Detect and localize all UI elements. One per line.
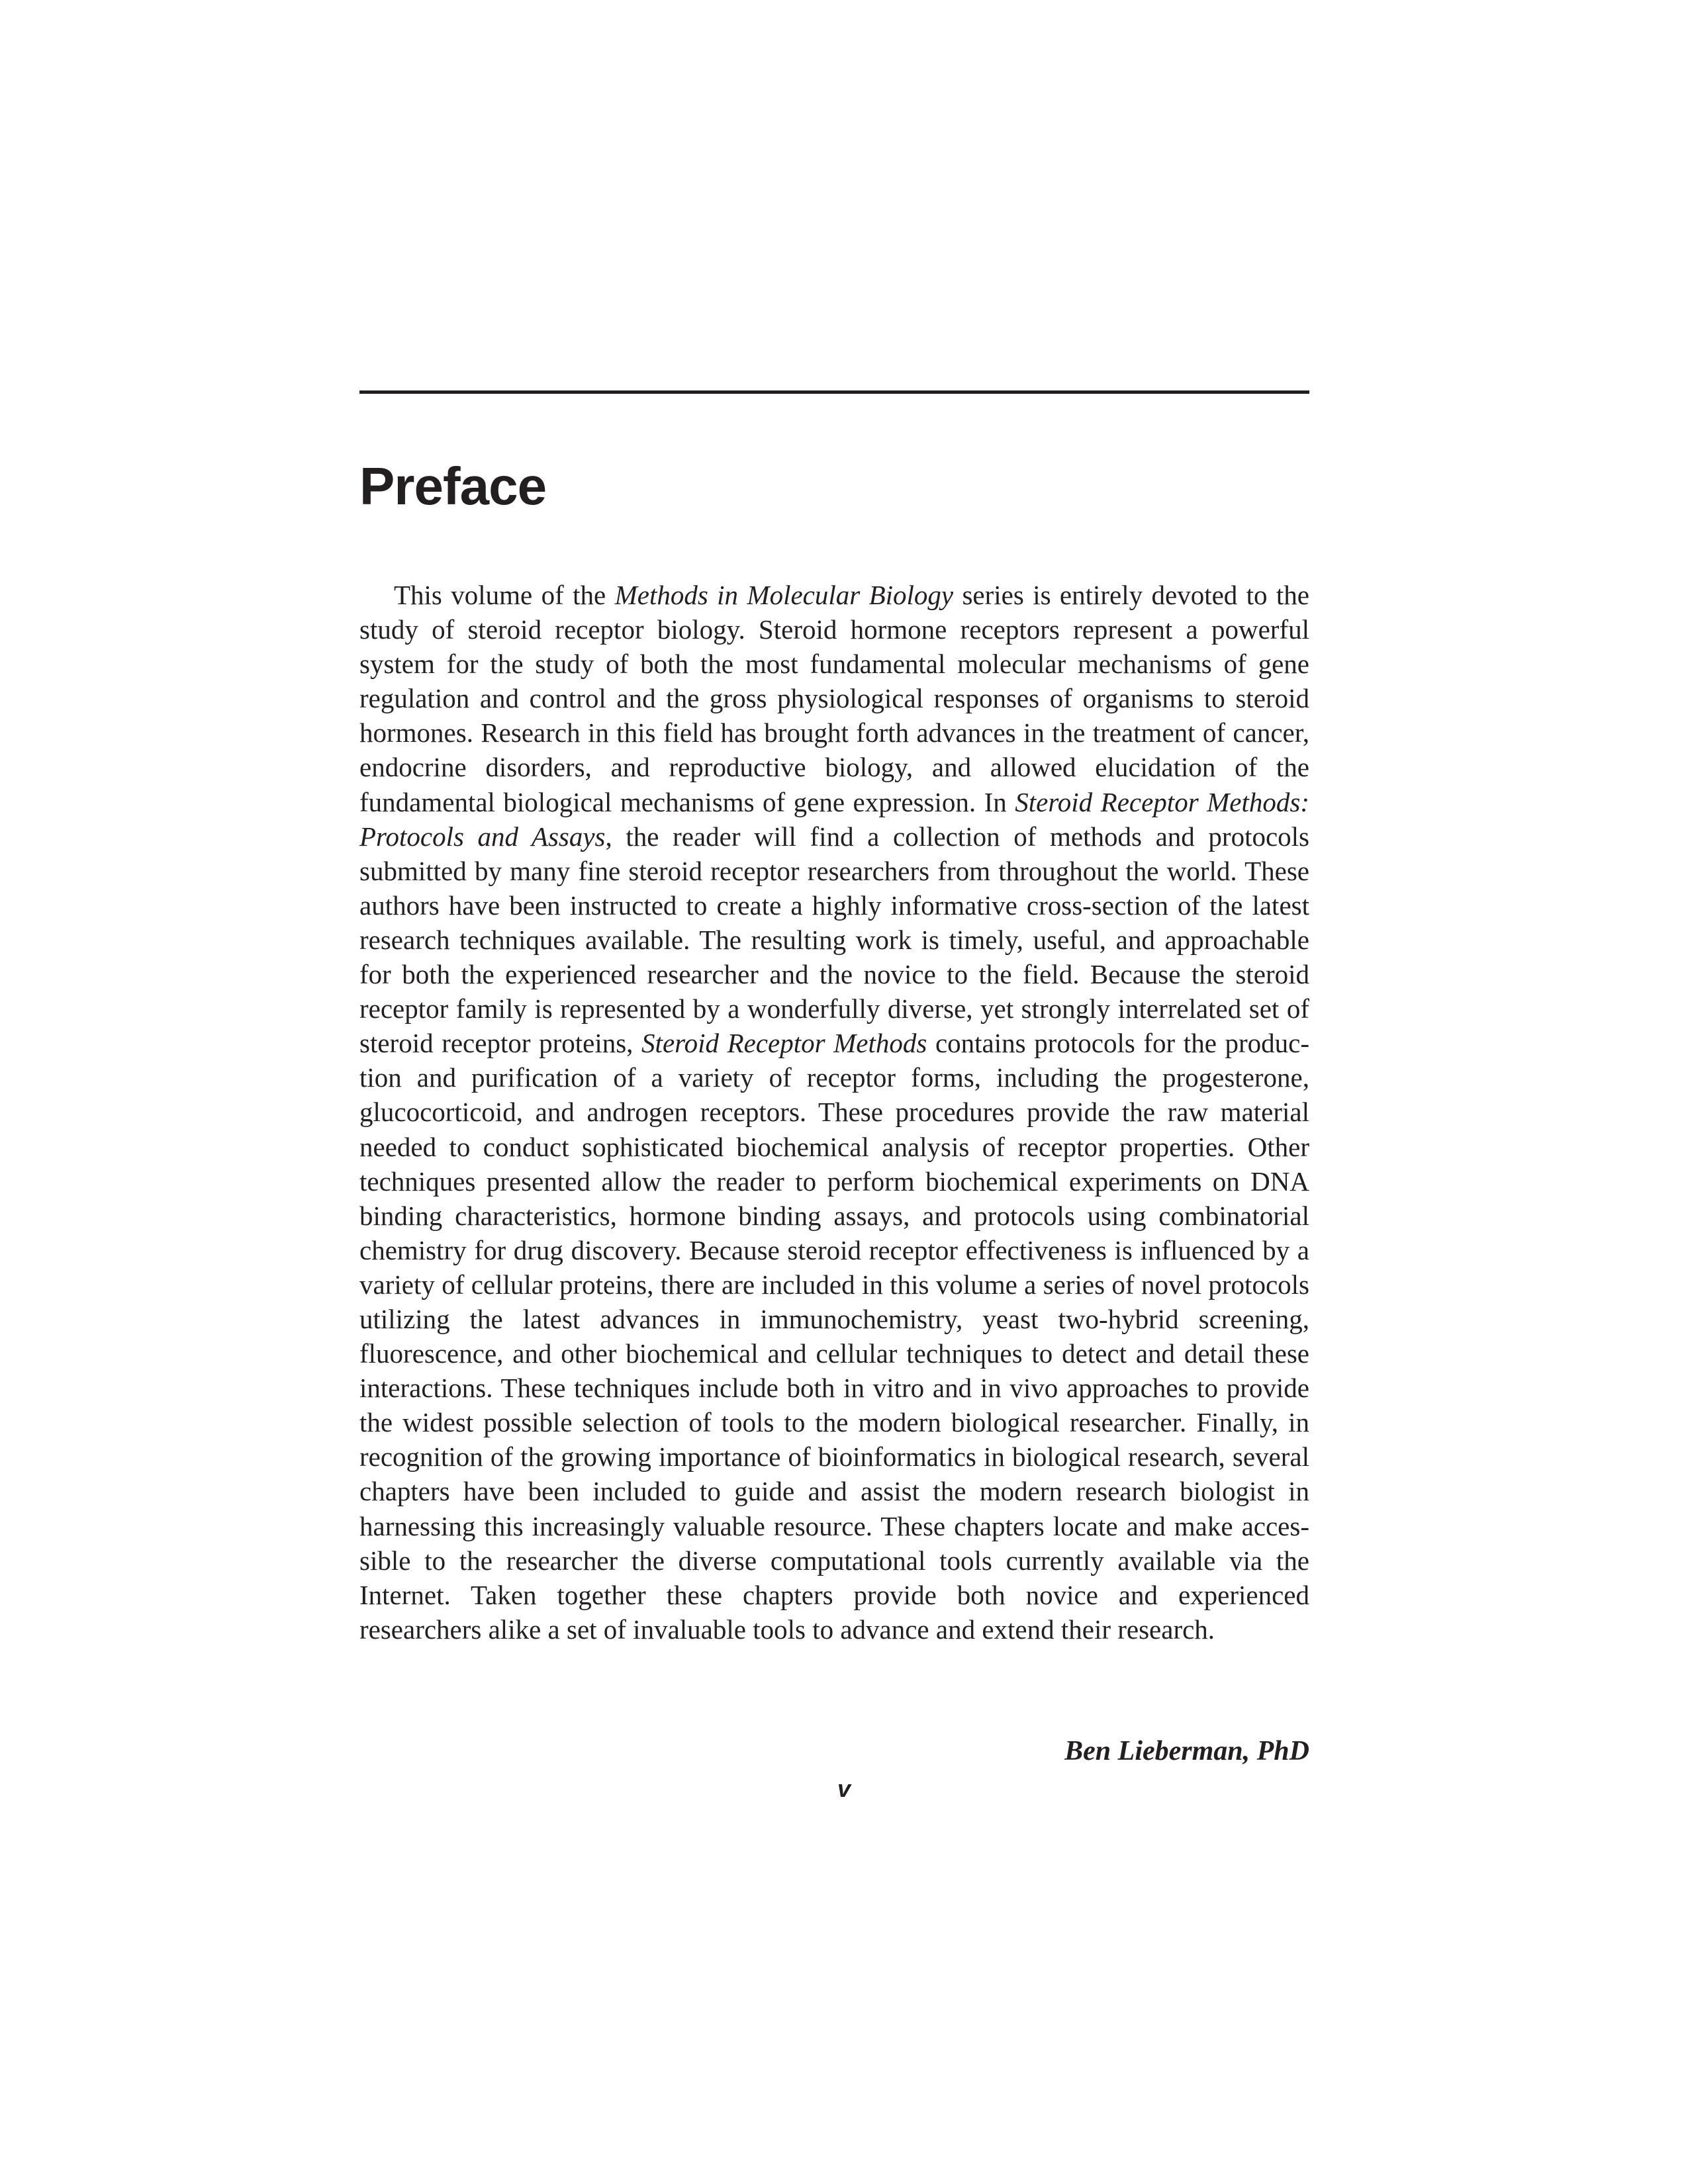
paragraph-segment: , the reader will find a collection of methods and protocols submitted by many fine steroid receptor researchers from throughout the world. These authors have been instructed to create a highly informative cross-section of the latest research techniques available. The resulting work is timely, useful, and approachable for both the experienced researcher and the novice to the field. Because the steroid receptor family is represented by a wonderfully diverse, yet strongly interrelated set of steroid receptor proteins, — [359, 821, 1309, 1059]
paragraph-segment: contains protocols for the production and purification of a variety of receptor forms, including the progesterone, glucocorticoid, and androgen receptors. These procedures provide the raw material needed to conduct sophisticated biochemical analysis of receptor properties. Other techniques presented allow the reader to perform biochemical experiments on DNA binding characteristics, hormone binding assays, and protocols using combinatorial chemistry for drug discovery. Because steroid receptor effectiveness is influenced by a variety of cellular proteins, there are included in this volume a series of novel protocols utilizing the latest advances in immunochemistry, yeast two-hybrid screening, fluorescence, and other biochemical and cellular techniques to detect and detail these interactions. These techniques include both in vitro and in vivo approaches to provide the widest possible selection of tools to the modern biological researcher. Finally, in recognition of the growing importance of bioinformatics in biological research, several chapters have been included to guide and assist the modern research biologist in harnessing this increasingly valuable resource. These chapters locate and make accessible to the researcher the diverse computational tools currently available via the Internet. Taken together these chapters provide both novice and experienced researchers alike a set of invaluable tools to advance and extend their research. — [359, 1028, 1310, 1645]
page-number: v — [837, 1775, 851, 1802]
top-rule-divider — [359, 390, 1309, 394]
series-title-italic: Methods in Molecular Biology — [614, 580, 954, 610]
paragraph-segment: This volume of the — [394, 580, 615, 610]
book-title-italic: Steroid Receptor Methods: Protocols and Assays — [359, 786, 1309, 852]
preface-paragraph — [359, 578, 1309, 1647]
author-signature: Ben Lieberman, PhD — [1064, 1736, 1309, 1766]
page-title: Preface — [359, 457, 547, 516]
paragraph-segment: series is entirely devoted to the study of steroid receptor biology. Steroid hormone receptors represent a powerful system for the study of both the most fundamental molecular mechanisms of gene regulation and control and the gross physiological responses of organisms to steroid hormones. Research in this field has brought forth advances in the treatment of cancer, endocrine disorders, and reproductive biology, and allowed elucidation of the fundamental biological mechanisms of gene expression. In — [359, 580, 1310, 817]
book-short-title-italic: Steroid Receptor Methods — [641, 1028, 927, 1059]
